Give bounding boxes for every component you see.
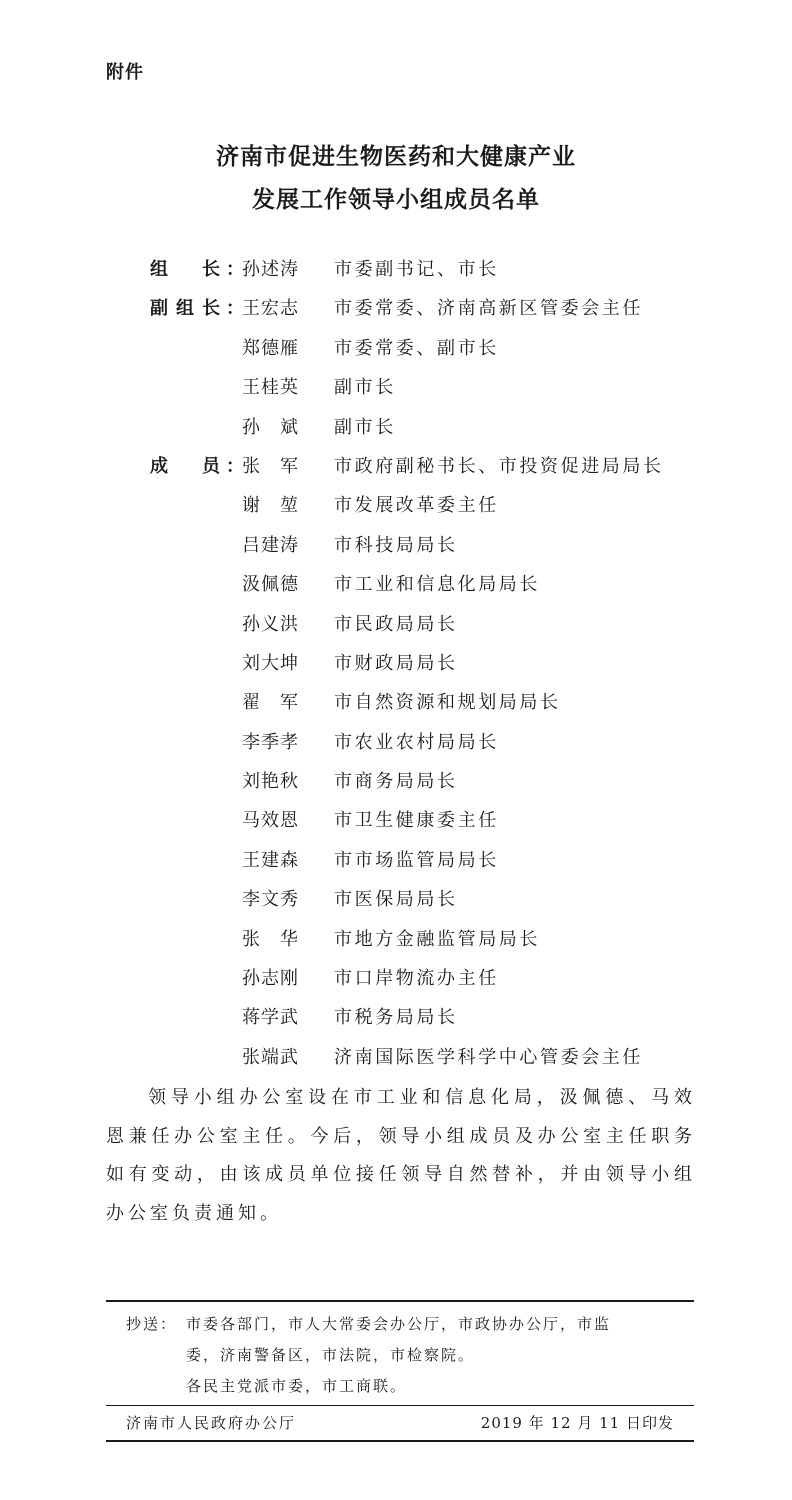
member-row	[150, 644, 730, 683]
cc-line-2: 委，济南警备区，市法院，市检察院。	[186, 1346, 476, 1364]
issuing-office: 济南市人民政府办公厅	[126, 1414, 297, 1432]
member-name: 张端武	[242, 1046, 299, 1068]
member-row	[150, 605, 730, 644]
member-row	[150, 683, 730, 722]
member-row	[150, 368, 730, 407]
member-name: 李季孝	[242, 731, 299, 753]
member-row	[150, 408, 730, 447]
member-name: 王建森	[242, 849, 299, 871]
member-duty: 市民政局局长	[334, 613, 458, 635]
member-name: 孙义洪	[242, 613, 299, 635]
member-duty: 副市长	[334, 377, 396, 399]
member-row	[150, 723, 730, 762]
member-row	[150, 959, 730, 998]
member-row	[150, 920, 730, 959]
member-duty: 市地方金融监管局局长	[334, 928, 540, 950]
member-name: 李文秀	[242, 889, 299, 911]
member-duty: 市卫生健康委主任	[334, 810, 499, 832]
cc-top-rule	[106, 1300, 694, 1302]
member-duty: 市商务局局长	[334, 771, 458, 793]
document-title-line-2: 发展工作领导小组成员名单	[252, 186, 540, 213]
member-duty: 市发展改革委主任	[334, 495, 499, 517]
member-duty: 市科技局局长	[334, 534, 458, 556]
footer-top-rule	[106, 1405, 694, 1406]
member-duty: 市医保局局长	[334, 889, 458, 911]
member-duty: 市委副书记、市长	[334, 259, 499, 280]
member-row	[150, 329, 730, 368]
member-name: 谢 堃	[242, 495, 299, 517]
member-row	[150, 289, 730, 328]
member-row	[150, 526, 730, 565]
member-duty: 济南国际医学科学中心管委会主任	[334, 1046, 643, 1068]
document-title-line-1: 济南市促进生物医药和大健康产业	[216, 143, 576, 170]
member-duty: 市自然资源和规划局局长	[334, 692, 561, 714]
member-name: 吕建涛	[242, 534, 299, 556]
cc-label: 抄送：	[126, 1315, 178, 1333]
member-name: 马效恩	[242, 810, 299, 832]
member-name: 张 华	[242, 928, 299, 950]
member-row	[150, 762, 730, 801]
member-name: 汲佩德	[242, 574, 299, 596]
member-duty: 市市场监管局局长	[334, 849, 499, 871]
member-name: 刘大坤	[242, 652, 299, 674]
member-name: 刘艳秋	[242, 771, 299, 793]
office-note-paragraph: 领导小组办公室设在市工业和信息化局，汲佩德、马效恩兼任办公室主任。今后，领导小组成员及办公室主任职务如有变动，由该成员单位接任领导自然替补，并由领导小组办公室负责通知。	[106, 1087, 696, 1224]
member-roster	[150, 250, 730, 1077]
issue-date: 2019 年 12 月 11 日印发	[480, 1414, 674, 1432]
member-name: 翟 军	[242, 692, 299, 714]
member-role-label: 组 长 ：	[150, 259, 244, 280]
member-duty: 市委常委、副市长	[334, 337, 499, 359]
member-row	[150, 447, 730, 486]
member-duty: 市委常委、济南高新区管委会主任	[334, 298, 643, 320]
member-duty: 市工业和信息化局局长	[334, 574, 540, 596]
member-name: 郑德雁	[242, 337, 299, 359]
member-name: 孙 斌	[242, 416, 299, 438]
cc-line-1: 市委各部门，市人大常委会办公厅，市政协办公厅，市监	[186, 1315, 612, 1333]
member-name: 王宏志	[242, 298, 299, 320]
attachment-label: 附件	[106, 62, 144, 83]
member-row	[150, 801, 730, 840]
member-name: 张 军	[242, 455, 299, 477]
member-duty: 副市长	[334, 416, 396, 438]
member-duty: 市财政局局长	[334, 652, 458, 674]
member-name: 王桂英	[242, 377, 299, 399]
member-row	[150, 250, 730, 289]
member-name: 孙志刚	[242, 968, 299, 990]
issue-footer	[126, 1408, 674, 1438]
member-duty: 市政府副秘书长、市投资促进局局长	[334, 455, 664, 477]
member-row	[150, 998, 730, 1037]
member-row	[150, 1038, 730, 1077]
member-row	[150, 880, 730, 919]
cc-line-3: 各民主党派市委，市工商联。	[186, 1377, 408, 1395]
member-duty: 市税务局局长	[334, 1007, 458, 1029]
member-duty: 市口岸物流办主任	[334, 968, 499, 990]
member-duty: 市农业农村局局长	[334, 731, 499, 753]
member-name: 蒋学武	[242, 1007, 299, 1029]
member-row	[150, 565, 730, 604]
member-role-label: 成 员 ：	[150, 455, 244, 477]
member-role-label: 副 组 长 ：	[150, 298, 244, 320]
member-row	[150, 841, 730, 880]
footer-bottom-rule	[106, 1440, 694, 1442]
member-row	[150, 486, 730, 525]
member-name: 孙述涛	[242, 259, 299, 280]
